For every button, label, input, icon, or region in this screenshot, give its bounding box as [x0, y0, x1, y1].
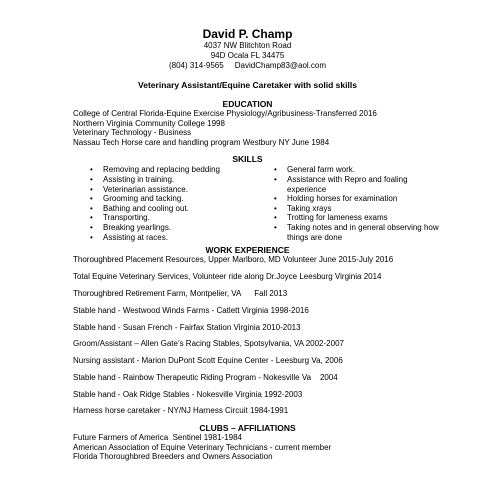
bullet-icon: • — [274, 165, 277, 175]
club-line: Future Farmers of America Sentinel 1981-1984 — [73, 433, 242, 443]
work-item: Groom/Assistant – Allen Gate’s Racing Stables, Spotsylvania, VA 2002-2007 — [73, 339, 344, 349]
clubs-affiliations-section — [0, 423, 495, 462]
work-item: Thoroughbred Retirement Farm, Montpelier, VA Fall 2013 — [73, 288, 288, 298]
education-line: Veterinary Technology - Business — [73, 128, 192, 138]
skills-heading: SKILLS — [232, 154, 263, 165]
skill-item — [90, 165, 260, 175]
skills-left-list — [90, 165, 260, 242]
skill-text: Assistance with Repro and foaling experience — [287, 174, 408, 194]
skill-text: Assisting at races. — [103, 232, 168, 242]
bullet-icon: • — [274, 213, 277, 223]
education-line: College of Central Florida-Equine Exercise Physiology/Agribusiness-Transferred 2016 — [73, 109, 377, 118]
skill-item — [274, 175, 444, 194]
bullet-icon: • — [90, 213, 93, 223]
skills-columns — [0, 165, 495, 245]
bullet-icon: • — [274, 222, 277, 232]
education-line: Northern Virginia Community College 1998 — [73, 118, 225, 128]
bullet-icon: • — [90, 184, 93, 194]
skill-text: Bathing and cooling out. — [103, 203, 189, 213]
education-line: Nassau Tech Horse care and handling program Westbury NY June 1984 — [73, 137, 330, 147]
skill-text: Taking notes and in general observing how things are done — [287, 222, 439, 242]
skills-section — [0, 154, 495, 245]
skill-text: General farm work. — [287, 165, 356, 175]
club-line: American Association of Equine Veterinary Technicians - current member — [73, 442, 332, 452]
bullet-icon: • — [90, 203, 93, 213]
club-line: Florida Thoroughbred Breeders and Owners Association — [73, 452, 273, 462]
work-experience-section — [0, 245, 495, 416]
bullet-icon: • — [274, 203, 277, 213]
skill-item — [274, 223, 444, 242]
skill-text: Transporting. — [103, 213, 150, 223]
work-item: Harness horse caretaker - NY/NJ Harness Circuit 1984-1991 — [73, 406, 289, 416]
resume-header — [0, 0, 495, 71]
skill-item — [90, 233, 260, 243]
bullet-icon: • — [274, 194, 277, 204]
skill-text: Grooming and tacking. — [103, 194, 184, 204]
work-item: Stable hand - Susan French - Fairfax Station Virginia 2010-2013 — [73, 322, 301, 332]
objective-statement: Veterinary Assistant/Equine Caretaker with solid skills — [138, 80, 357, 90]
skill-item — [90, 175, 260, 185]
skill-text: Removing and replacing bedding — [103, 165, 220, 175]
work-item: Total Equine Veterinary Services, Volunteer ride along Dr.Joyce Leesburg Virginia 2014 — [73, 272, 382, 282]
skill-item — [274, 194, 444, 204]
skill-item — [90, 194, 260, 204]
bullet-icon: • — [90, 194, 93, 204]
skill-text: Taking xrays — [287, 203, 332, 213]
clubs-heading: CLUBS – AFFILIATIONS — [199, 423, 296, 434]
applicant-name: David P. Champ — [202, 27, 293, 41]
skill-text: Veterinarian assistance. — [103, 184, 188, 194]
bullet-icon: • — [90, 232, 93, 242]
education-heading: EDUCATION — [222, 99, 273, 109]
phone-email-line: (804) 314-9565 DavidChamp83@aol.com — [168, 61, 327, 70]
skill-item — [90, 223, 260, 233]
skill-item — [274, 204, 444, 214]
skill-item — [274, 213, 444, 223]
skills-right-list — [274, 165, 444, 242]
address-line-1: 4037 NW Blitchton Road — [203, 41, 292, 50]
bullet-icon: • — [90, 222, 93, 232]
skill-text: Holding horses for examination — [287, 194, 398, 204]
address-line-2: 94D Ocala FL 34475 — [210, 51, 285, 60]
skill-item — [90, 185, 260, 195]
bullet-icon: • — [90, 165, 93, 175]
skill-item — [90, 204, 260, 214]
education-section — [0, 99, 495, 147]
bullet-icon: • — [90, 174, 93, 184]
bullet-icon: • — [274, 174, 277, 184]
skill-item — [274, 165, 444, 175]
work-item: Stable hand - Oak Ridge Stables - Nokesville Virginia 1992-2003 — [73, 389, 303, 399]
work-item: Nursing assistant - Marion DuPont Scott Equine Center - Leesburg Va, 2006 — [73, 356, 343, 366]
skill-item — [90, 213, 260, 223]
skill-text: Assisting in training. — [103, 174, 175, 184]
work-item: Stable hand - Rainbow Therapeutic Riding Program - Nokesville Va 2004 — [73, 372, 338, 382]
skill-text: Trotting for lameness exams — [287, 213, 388, 223]
work-experience-heading: WORK EXPERIENCE — [205, 245, 290, 256]
work-item: Stable hand - Westwood Winds Farms - Catlett Virginia 1998-2016 — [73, 305, 309, 315]
skill-text: Breaking yearlings. — [103, 222, 172, 232]
work-item: Thoroughbred Placement Resources, Upper Marlboro, MD Volunteer June 2015-July 2016 — [73, 255, 394, 265]
